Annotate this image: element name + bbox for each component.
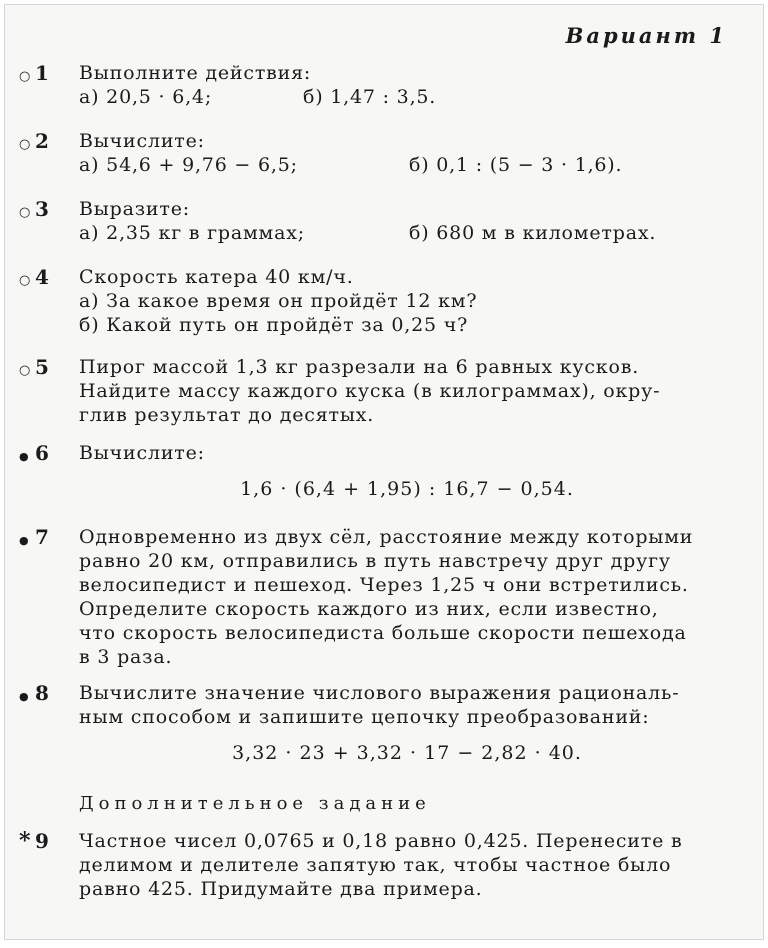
task-text: делимом и делителе запятую так, чтобы частное было [79, 854, 672, 876]
part-b: б) 0,1 : (5 − 3 · 1,6). [409, 154, 623, 176]
variant-title: Вариант 1 [565, 23, 727, 48]
task-number: ○5 [19, 355, 69, 379]
task-text: в 3 раза. [79, 646, 173, 668]
part-a: а) 20,5 · 6,4; [79, 86, 213, 108]
task-text: Вычислите значение числового выражения рациональ- [79, 682, 680, 704]
task-formula: 1,6 · (6,4 + 1,95) : 16,7 − 0,54. [240, 478, 574, 500]
basic-level-marker-icon [19, 65, 35, 84]
basic-level-marker-icon [19, 359, 35, 378]
part-a: а) 2,35 кг в граммах; [79, 222, 305, 244]
task-text: Выполните действия: [79, 62, 312, 84]
task-text: а) За какое время он пройдёт 12 км? [79, 290, 478, 312]
worksheet-page [4, 4, 764, 940]
task-number: ○1 [19, 61, 69, 85]
task-number: ○3 [19, 197, 69, 221]
task-number: ●7 [19, 525, 69, 549]
task-text: Вычислите: [79, 130, 205, 152]
task-text: Пирог массой 1,3 кг разрезали на 6 равных кусков. [79, 356, 640, 378]
task-formula: 3,32 · 23 + 3,32 · 17 − 2,82 · 40. [232, 742, 582, 764]
advanced-level-marker-icon [19, 529, 35, 548]
task-text: равно 425. Придумайте два примера. [79, 878, 483, 900]
basic-level-marker-icon [19, 269, 35, 288]
advanced-level-marker-icon [19, 445, 35, 464]
basic-level-marker-icon [19, 201, 35, 220]
part-b: б) 1,47 : 3,5. [303, 86, 437, 108]
task-text: Частное чисел 0,0765 и 0,18 равно 0,425. Перенесите в [79, 830, 683, 852]
task-number: ●6 [19, 441, 69, 465]
task-text: велосипедист и пешеход. Через 1,25 ч они встретились. [79, 574, 689, 596]
part-b: б) 680 м в километрах. [409, 222, 657, 244]
task-text: ным способом и запишите цепочку преобразований: [79, 706, 650, 728]
task-text: Найдите массу каждого куска (в килограммах), окру- [79, 380, 661, 402]
task-text: Вычислите: [79, 442, 205, 464]
part-a: а) 54,6 + 9,76 − 6,5; [79, 154, 298, 176]
task-number: ○4 [19, 265, 69, 289]
task-text: что скорость велосипедиста больше скорости пешехода [79, 622, 687, 644]
task-text: равно 20 км, отправились в путь навстречу друг другу [79, 550, 671, 572]
task-text: глив результат до десятых. [79, 404, 375, 426]
extra-task-heading: Дополнительное задание [79, 793, 431, 814]
advanced-level-marker-icon [19, 685, 35, 704]
task-text: б) Какой путь он пройдёт за 0,25 ч? [79, 314, 469, 336]
star-marker-icon [19, 833, 35, 852]
basic-level-marker-icon [19, 133, 35, 152]
task-number: ○2 [19, 129, 69, 153]
task-text: Выразите: [79, 198, 190, 220]
task-number: ●8 [19, 681, 69, 705]
task-text: Одновременно из двух сёл, расстояние между которыми [79, 526, 694, 548]
task-number: *9 [19, 829, 69, 853]
task-text: Скорость катера 40 км/ч. [79, 266, 354, 288]
task-text: Определите скорость каждого из них, если известно, [79, 598, 659, 620]
